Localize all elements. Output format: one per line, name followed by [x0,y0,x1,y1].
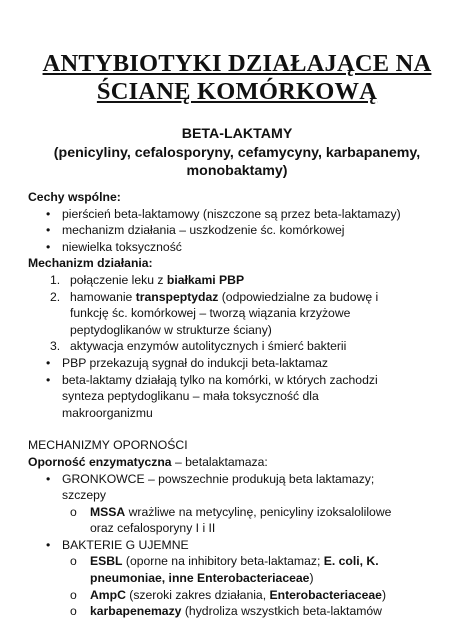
bullet-marker: • [46,206,51,221]
sub-list-item-continuation: oraz cefalosporyny I i II [90,521,216,536]
document-body [28,189,468,620]
bullet-marker: • [46,372,51,387]
numbered-item: 3. aktywacja enzymów autolitycznych i śmierć bakterii [50,339,347,354]
document-title [0,50,474,106]
numbered-item-continuation: funkcję śc. komórkowej – tworzą wiązania krzyżowe [70,306,351,321]
sub-list-item: o karbapenemazy (hydroliza wszystkich beta-laktamów [70,604,382,619]
sub-list-item: o MSSA wrażliwe na metycylinę, penicyliny izoksalolilowe [70,504,392,519]
list-item: • pierścień beta-laktamowy (niszczone są przez beta-laktamazy) [46,206,401,221]
list-item-continuation: szczepy [62,488,107,503]
title-line-1: ANTYBIOTYKI DZIAŁAJĄCE NA [42,50,432,77]
numbered-item-continuation: peptydoglikanów w strukturze ściany) [70,322,272,337]
subtitle-line-3: monobaktamy) [186,163,288,179]
numbered-item: 1. połączenie leku z białkami PBP [50,272,245,287]
sub-bullet-marker: o [70,504,77,519]
list-item: • mechanizm działania – uszkodzenie śc. komórkowej [46,223,345,238]
list-item: • PBP przekazują sygnał do indukcji beta-laktamaz [46,355,329,370]
sub-bullet-marker: o [70,604,77,619]
enzymatic-resistance-line: Oporność enzymatyczna – betalaktamaza: [28,454,268,469]
bullet-marker: • [46,355,51,370]
cechy-heading: Cechy wspólne: [28,190,121,204]
oporność-heading: MECHANIZMY OPORNOŚCI [28,438,188,453]
list-item-continuation: makroorganizmu [62,405,153,420]
mechanizm-heading: Mechanizm działania: [28,256,153,271]
section-subtitle [0,125,474,181]
sub-list-item: o AmpC (szeroki zakres działania, Enterobacteriaceae) [70,587,387,602]
subtitle-line-1: BETA-LAKTAMY [181,126,293,142]
title-line-2: ŚCIANĘ KOMÓRKOWĄ [96,78,378,105]
list-item: • GRONKOWCE – powszechnie produkują beta laktamazy; [46,471,375,486]
sub-bullet-marker: o [70,587,77,602]
bullet-marker: • [46,471,51,486]
list-item: • beta-laktamy działają tylko na komórki, w których zachodzi [46,372,378,387]
numbered-item: 2. hamowanie transpeptydaz (odpowiedzialne za budowę i [50,289,379,304]
list-item: • niewielka toksyczność [46,239,182,254]
sub-bullet-marker: o [70,554,77,569]
subtitle-line-2: (penicyliny, cefalosporyny, cefamycyny, karbapanemy, [53,144,421,161]
bullet-marker: • [46,223,51,238]
list-item: • BAKTERIE G UJEMNE [46,537,189,552]
list-item-continuation: synteza peptydoglikanu – mała toksyczność dla [62,389,319,404]
sub-list-item: o ESBL (oporne na inhibitory beta-laktamaz; E. coli, K. [70,554,379,569]
sub-list-item-continuation: pneumoniae, inne Enterobacteriaceae) [90,571,314,586]
bullet-marker: • [46,537,51,552]
bullet-marker: • [46,239,51,254]
